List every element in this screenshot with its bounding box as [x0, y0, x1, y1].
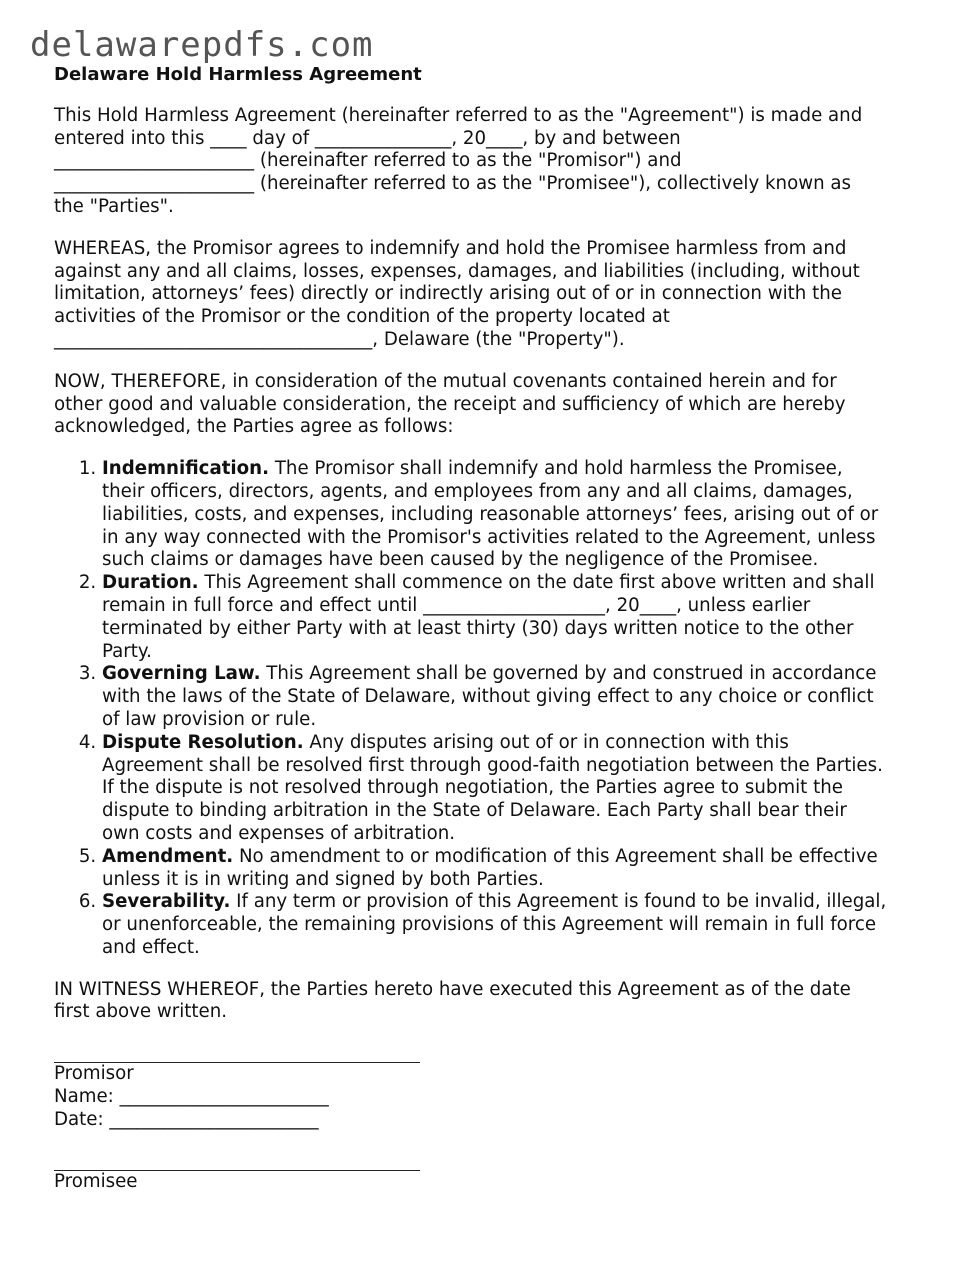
now-therefore-line: NOW, THEREFORE, in consideration of the mutual covenants contained herein and for: [54, 370, 837, 392]
term-indemnification: [102, 458, 934, 572]
term-text: Any disputes arising out of or in connection with this: [303, 731, 789, 753]
term-text: and effect.: [102, 936, 200, 958]
term-text: liabilities, costs, and expenses, including reasonable attorneys’ fees, arising out of or: [102, 503, 879, 525]
term-text: If any term or provision of this Agreement is found to be invalid, illegal,: [230, 891, 887, 913]
intro-line: This Hold Harmless Agreement (hereinafter referred to as the "Agreement") is made and: [54, 104, 863, 126]
intro-line: ______________________ (hereinafter referred to as the "Promisor") and: [54, 150, 682, 172]
document-title: Delaware Hold Harmless Agreement: [54, 64, 422, 85]
intro-line: entered into this ____ day of _______________, 20____, by and between: [54, 127, 681, 149]
whereas-line: activities of the Promisor or the condition of the property located at: [54, 306, 670, 328]
term-severability: [102, 891, 934, 959]
witness-paragraph: [54, 979, 934, 1025]
site-watermark: delawarepdfs.com: [30, 25, 374, 65]
whereas-line: against any and all claims, losses, expenses, damages, and liabilities (including, without: [54, 260, 860, 282]
now-therefore-paragraph: [54, 371, 934, 439]
whereas-paragraph: [54, 238, 934, 352]
now-therefore-line: acknowledged, the Parties agree as follows:: [54, 416, 454, 438]
whereas-line: WHEREAS, the Promisor agrees to indemnify and hold the Promisee harmless from and: [54, 237, 847, 259]
term-text: such claims or damages have been caused by the negligence of the Promisee.: [102, 549, 819, 571]
term-heading: Governing Law.: [102, 663, 261, 685]
term-text: with the laws of the State of Delaware, without giving effect to any choice or conflict: [102, 686, 874, 708]
intro-line: the "Parties".: [54, 195, 174, 217]
promisor-signature-block: [54, 1050, 934, 1131]
term-heading: Dispute Resolution.: [102, 731, 304, 753]
promisee-signature-line[interactable]: [54, 1158, 420, 1171]
term-text: or unenforceable, the remaining provisions of this Agreement will remain in full force: [102, 914, 877, 936]
term-text: in any way connected with the Promisor's activities related to the Agreement, unless: [102, 526, 876, 548]
term-text: own costs and expenses of arbitration.: [102, 822, 456, 844]
promisee-signature-block: [54, 1158, 934, 1194]
term-heading: Duration.: [102, 572, 199, 594]
term-text: remain in full force and effect until ____________________, 20____, unless earlier: [102, 594, 811, 616]
term-duration: [102, 572, 934, 663]
promisor-signature-line[interactable]: [54, 1050, 420, 1063]
term-text: Agreement shall be resolved first through good-faith negotiation between the Parties.: [102, 754, 883, 776]
term-text: If the dispute is not resolved through negotiation, the Parties agree to submit the: [102, 777, 843, 799]
term-dispute-resolution: [102, 732, 934, 846]
term-heading: Severability.: [102, 891, 231, 913]
term-text: This Agreement shall be governed by and construed in accordance: [260, 663, 877, 685]
term-amendment: [102, 846, 934, 892]
term-text: The Promisor shall indemnify and hold harmless the Promisee,: [269, 458, 843, 480]
term-text: their officers, directors, agents, and employees from any and all claims, damages,: [102, 480, 853, 502]
witness-line: first above written.: [54, 1001, 228, 1023]
term-text: terminated by either Party with at least thirty (30) days written notice to the other: [102, 617, 854, 639]
now-therefore-line: other good and valuable consideration, the receipt and sufficiency of which are hereby: [54, 393, 846, 415]
term-text: dispute to binding arbitration in the State of Delaware. Each Party shall bear their: [102, 800, 847, 822]
term-text: No amendment to or modification of this Agreement shall be effective: [233, 845, 878, 867]
term-text: unless it is in writing and signed by both Parties.: [102, 868, 544, 890]
term-governing-law: [102, 663, 934, 731]
agreement-document: [54, 64, 934, 1219]
whereas-line: ___________________________________, Delaware (the "Property").: [54, 328, 625, 350]
promisor-role-label: Promisor: [54, 1063, 134, 1085]
promisor-name-field[interactable]: Name: _______________________: [54, 1086, 329, 1108]
witness-line: IN WITNESS WHEREOF, the Parties hereto have executed this Agreement as of the date: [54, 978, 851, 1000]
promisee-role-label: Promisee: [54, 1170, 138, 1192]
term-heading: Indemnification.: [102, 458, 270, 480]
intro-line: ______________________ (hereinafter referred to as the "Promisee"), collectively known as: [54, 173, 852, 195]
term-text: Party.: [102, 640, 152, 662]
intro-paragraph: [54, 105, 934, 219]
term-text: of law provision or rule.: [102, 708, 317, 730]
term-text: This Agreement shall commence on the date first above written and shall: [198, 572, 875, 594]
whereas-line: limitation, attorneys’ fees) directly or indirectly arising out of or in connection with the: [54, 283, 842, 305]
term-heading: Amendment.: [102, 845, 234, 867]
terms-list: [54, 458, 934, 960]
promisor-date-field[interactable]: Date: _______________________: [54, 1108, 319, 1130]
